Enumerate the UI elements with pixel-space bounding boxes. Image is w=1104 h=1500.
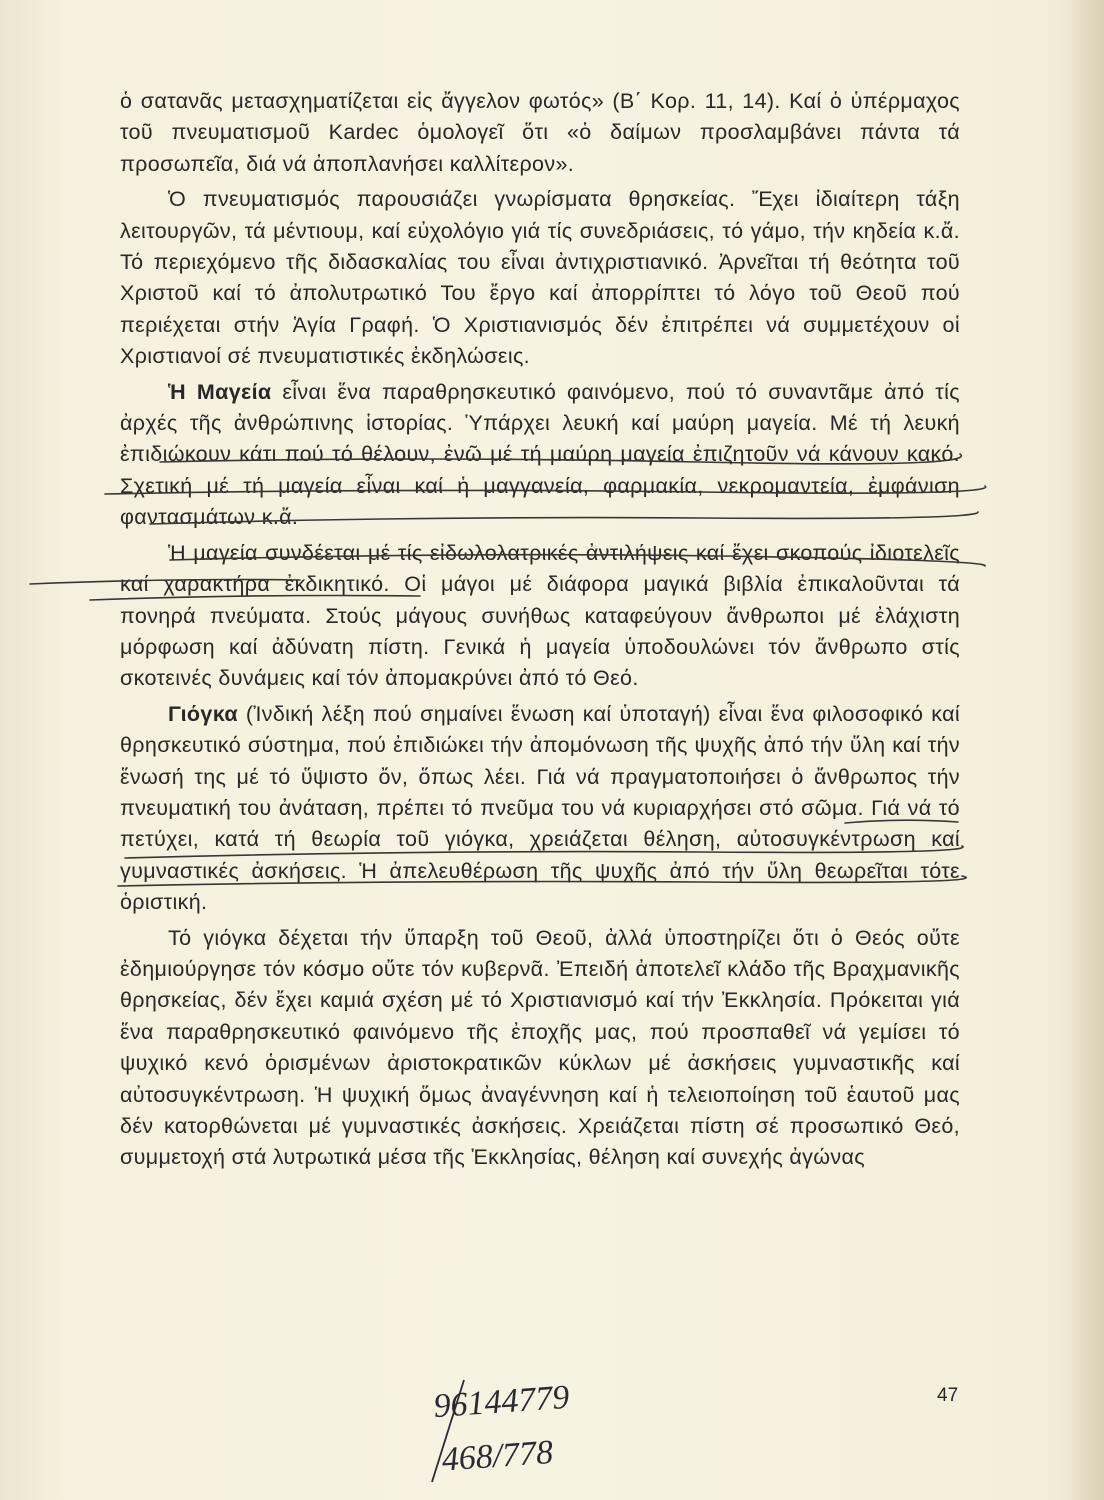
paragraph-text: Ἡ μαγεία συνδέεται μέ τίς εἰδωλολατρικές ἀντιλήψεις καί ἔχει σκοπούς ἰδιοτελεῖς καί χαρακτήρα ἐκδικητικό. Οἱ μάγοι μέ διάφορα μαγικά βιβλία ἐπικαλοῦνται τά πονηρά πνεύματα. Στούς μάγους συνήθως καταφεύγουν ἄνθρωποι μέ ἐλάχιστη μόρφωση καί ἀδύνατη πίστη. Γενικά ἡ μαγεία ὑποδουλώνει τόν ἄνθρωπο στίς σκοτεινές δυνάμεις καί τόν ἀπομακρύνει ἀπό τό Θεό. [120, 540, 960, 691]
paragraph-text: εἶναι ἕνα παραθρησκευτικό φαινόμενο, πού τό συναντᾶμε ἀπό τίς ἀρχές τῆς ἀνθρώπινης ἱστορίας. Ὑπάρχει λευκή καί μαύρη μαγεία. Μέ τή λευκή ἐπιδιώκουν κάτι πού τό θέλουν, ἐνῶ μέ τή μαύρη μαγεία ἐπιζητοῦν νά κάνουν κακό. Σχετική μέ τή μαγεία εἶναι καί ἡ μαγγανεία, φαρμακία, νεκρομαντεία, ἐμφάνιση φαντασμάτων κ.ἄ. [120, 379, 960, 530]
paragraph-text: Τό γιόγκα δέχεται τήν ὕπαρξη τοῦ Θεοῦ, ἀλλά ὑποστηρίζει ὅτι ὁ Θεός οὔτε ἐδημιούργησε τόν κόσμο οὔτε τόν κυβερνᾶ. Ἐπειδή ἀποτελεῖ κλάδο τῆς Βραχμανικῆς θρησκείας, δέν ἔχει καμιά σχέση μέ τό Χριστιανισμό καί τήν Ἐκκλησία. Πρόκειται γιά ἕνα παραθρησκευτικό φαινόμενο τῆς ἐποχῆς μας, πού προσπαθεῖ νά γεμίσει τό ψυχικό κενό ὁρισμένων ἀριστοκρατικῶν κύκλων μέ ἀσκήσεις γυμναστικῆς καί αὐτοσυγκέντρωση. Ἡ ψυχική ὅμως ἀναγέννηση καί ἡ τελειοποίηση τοῦ ἑαυτοῦ μας δέν κατορθώνεται μέ γυμναστικές ἀσκήσεις. Χρειάζεται πίστη σέ προσωπικό Θεό, συμμετοχή στά λυτρωτικά μέσα τῆς Ἐκκλησίας, θέληση καί συνεχής ἀγώνας [120, 925, 960, 1170]
paragraph-text: Ὁ πνευματισμός παρουσιάζει γνωρίσματα θρησκείας. Ἔχει ἰδιαίτερη τάξη λειτουργῶν, τά μέντιουμ, καί εὐχολόγιο γιά τίς συνεδριάσεις, τό γάμο, τήν κηδεία κ.ἄ. Τό περιεχόμενο τῆς διδασκαλίας του εἶναι ἀντιχριστιανικό. Ἀρνεῖται τή θεότητα τοῦ Χριστοῦ καί τό ἀπολυτρωτικό Του ἔργο καί ἀπορρίπτει τό λόγο τοῦ Θεοῦ πού περιέχεται στήν Ἁγία Γραφή. Ὁ Χριστιανισμός δέν ἐπιτρέπει νά συμμετέχουν οἱ Χριστιανοί σέ πνευματιστικές ἐκδηλώσεις. [120, 187, 960, 369]
handwritten-line-1: 96144779 [432, 1378, 571, 1426]
term-heading: Γιόγκα [168, 701, 238, 726]
paragraph-text: (Ἰνδική λέξη πού σημαίνει ἕνωση καί ὑποταγή) εἶναι ἕνα φιλοσοφικό καί θρησκευτικό σύστημα, πού ἐπιδιώκει τήν ἀπομόνωση τῆς ψυχῆς ἀπό τήν ὕλη καί τήν ἕνωσή της μέ τό ὕψιστο ὄν, ὅπως λέει. Γιά νά πραγματοποιήσει ὁ ἄνθρωπος τήν πνευματική του ἀνάταση, πρέπει τό πνεῦμα του νά κυριαρχήσει στό σῶμα. Γιά νά τό πετύχει, κατά τή θεωρία τοῦ γιόγκα, χρειάζεται θέληση, αὐτοσυγκέντρωση καί γυμναστικές ἀσκήσεις. Ἡ ἀπελευθέρωση τῆς ψυχῆς ἀπό τήν ὕλη θεωρεῖται τότε ὁριστική. [120, 701, 960, 915]
term-heading: Ἡ Μαγεία [168, 379, 272, 404]
handwritten-line-2: 468/778 [440, 1433, 555, 1479]
paragraph-text: ὁ σατανᾶς μετασχηματίζεται εἰς ἄγγελον φωτός» (Β΄ Κορ. 11, 14). Καί ὁ ὑπέρμαχος τοῦ πνευματισμοῦ Kardec ὁμολογεῖ ὅτι «ὁ δαίμων προσλαμβάνει πάντα τά προσωπεῖα, διά νά ἀποπλανήσει καλλίτερον». [120, 89, 960, 176]
page-number: 47 [937, 1385, 959, 1406]
handwritten-inventory-number [428, 1370, 598, 1490]
